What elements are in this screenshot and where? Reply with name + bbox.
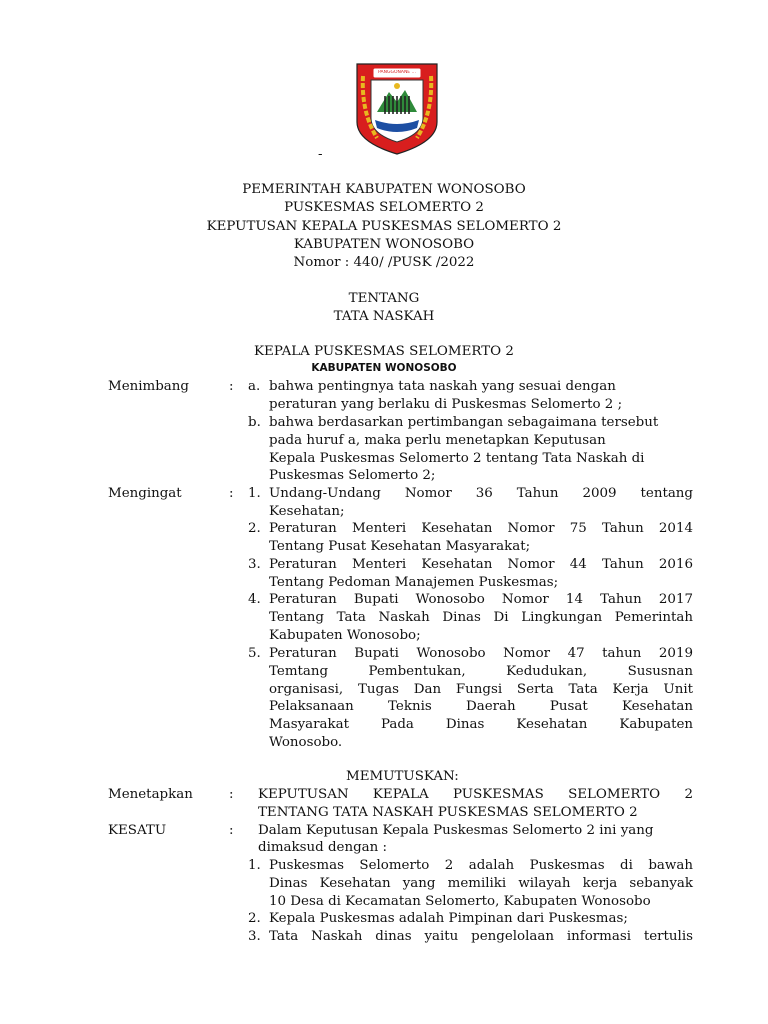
header-number: Nomor : 440/ /PUSK /2022 (293, 255, 475, 270)
list-item-line: Kepala Puskesmas adalah Pimpinan dari Puskesmas; (269, 911, 628, 926)
list-item-line: Wonosobo. (269, 735, 343, 750)
menetapkan-label: Menetapkan (108, 787, 193, 802)
list-item-line: Undang-Undang Nomor 36 Tahun 2009 tentang (269, 486, 693, 501)
list-marker: 1. (248, 858, 261, 873)
list-item-line: bahwa pentingnya tata naskah yang sesuai dengan (269, 379, 616, 394)
list-marker: 3. (248, 557, 261, 572)
list-item-line: Masyarakat Pada Dinas Kesehatan Kabupaten (269, 717, 693, 732)
list-item-line: Tentang Tata Naskah Dinas Di Lingkungan Pemerintah (269, 610, 693, 625)
menetapkan-line: KEPUTUSAN KEPALA PUSKESMAS SELOMERTO 2 (258, 787, 693, 802)
list-item-line: Dinas Kesehatan yang memiliki wilayah kerja sebanyak (269, 876, 693, 891)
list-item-line: 10 Desa di Kecamatan Selomerto, Kabupaten Wonosobo (269, 894, 651, 909)
list-item-line: Kesehatan; (269, 504, 345, 519)
list-marker: 2. (248, 521, 261, 536)
kesatu-intro-line: Dalam Keputusan Kepala Puskesmas Selomerto 2 ini yang (258, 823, 654, 838)
subject-tentang: TENTANG (348, 291, 420, 306)
list-marker: b. (248, 415, 261, 430)
list-item-line: Kepala Puskesmas Selomerto 2 tentang Tata Naskah di (269, 451, 645, 466)
memutuskan-heading: MEMUTUSKAN: (346, 769, 459, 784)
header-regency: KABUPATEN WONOSOBO (293, 237, 475, 252)
authority-regency: KABUPATEN WONOSOBO (311, 362, 457, 374)
menimbang-colon: : (229, 379, 234, 394)
stray-mark: - (318, 147, 323, 162)
list-item-line: Peraturan Bupati Wonosobo Nomor 14 Tahun 2017 (269, 592, 693, 607)
list-item-line: Peraturan Menteri Kesehatan Nomor 75 Tahun 2014 (269, 521, 693, 536)
logo-ribbon-text: PANGGONANE ... (378, 70, 416, 75)
list-item-line: Peraturan Menteri Kesehatan Nomor 44 Tahun 2016 (269, 557, 693, 572)
list-item-line: Peraturan Bupati Wonosobo Nomor 47 tahun 2019 (269, 646, 693, 661)
list-item-line: Puskesmas Selomerto 2; (269, 468, 436, 483)
menimbang-label: Menimbang (108, 379, 189, 394)
authority-title: KEPALA PUSKESMAS SELOMERTO 2 (254, 344, 514, 359)
subject-title: TATA NASKAH (333, 309, 435, 324)
list-item-line: peraturan yang berlaku di Puskesmas Selomerto 2 ; (269, 397, 623, 412)
mengingat-colon: : (229, 486, 234, 501)
list-marker: 4. (248, 592, 261, 607)
list-marker: a. (248, 379, 261, 394)
mengingat-label: Mengingat (108, 486, 182, 501)
list-item-line: Puskesmas Selomerto 2 adalah Puskesmas di bawah (269, 858, 693, 873)
kesatu-intro-line: dimaksud dengan : (258, 840, 388, 855)
header-puskesmas: PUSKESMAS SELOMERTO 2 (284, 200, 484, 215)
header-decree-title: KEPUTUSAN KEPALA PUSKESMAS SELOMERTO 2 (206, 219, 562, 234)
list-marker: 5. (248, 646, 261, 661)
header-government: PEMERINTAH KABUPATEN WONOSOBO (242, 182, 526, 197)
wonosobo-regency-logo (355, 62, 439, 156)
menetapkan-colon: : (229, 787, 234, 802)
list-item-line: Temtang Pembentukan, Kedudukan, Sususnan (269, 664, 693, 679)
list-item-line: Tentang Pusat Kesehatan Masyarakat; (269, 539, 531, 554)
list-item-line: Kabupaten Wonosobo; (269, 628, 421, 643)
kesatu-label: KESATU (108, 823, 167, 838)
kesatu-colon: : (229, 823, 234, 838)
list-item-line: Tata Naskah dinas yaitu pengelolaan informasi tertulis (269, 929, 693, 944)
list-item-line: Tentang Pedoman Manajemen Puskesmas; (269, 575, 559, 590)
list-item-line: Pelaksanaan Teknis Daerah Pusat Kesehatan (269, 699, 693, 714)
list-item-line: bahwa berdasarkan pertimbangan sebagaimana tersebut (269, 415, 659, 430)
list-marker: 2. (248, 911, 261, 926)
list-marker: 1. (248, 486, 261, 501)
list-marker: 3. (248, 929, 261, 944)
menetapkan-line: TENTANG TATA NASKAH PUSKESMAS SELOMERTO 2 (258, 805, 638, 820)
list-item-line: organisasi, Tugas Dan Fungsi Serta Tata Kerja Unit (269, 682, 693, 697)
list-item-line: pada huruf a, maka perlu menetapkan Keputusan (269, 433, 606, 448)
